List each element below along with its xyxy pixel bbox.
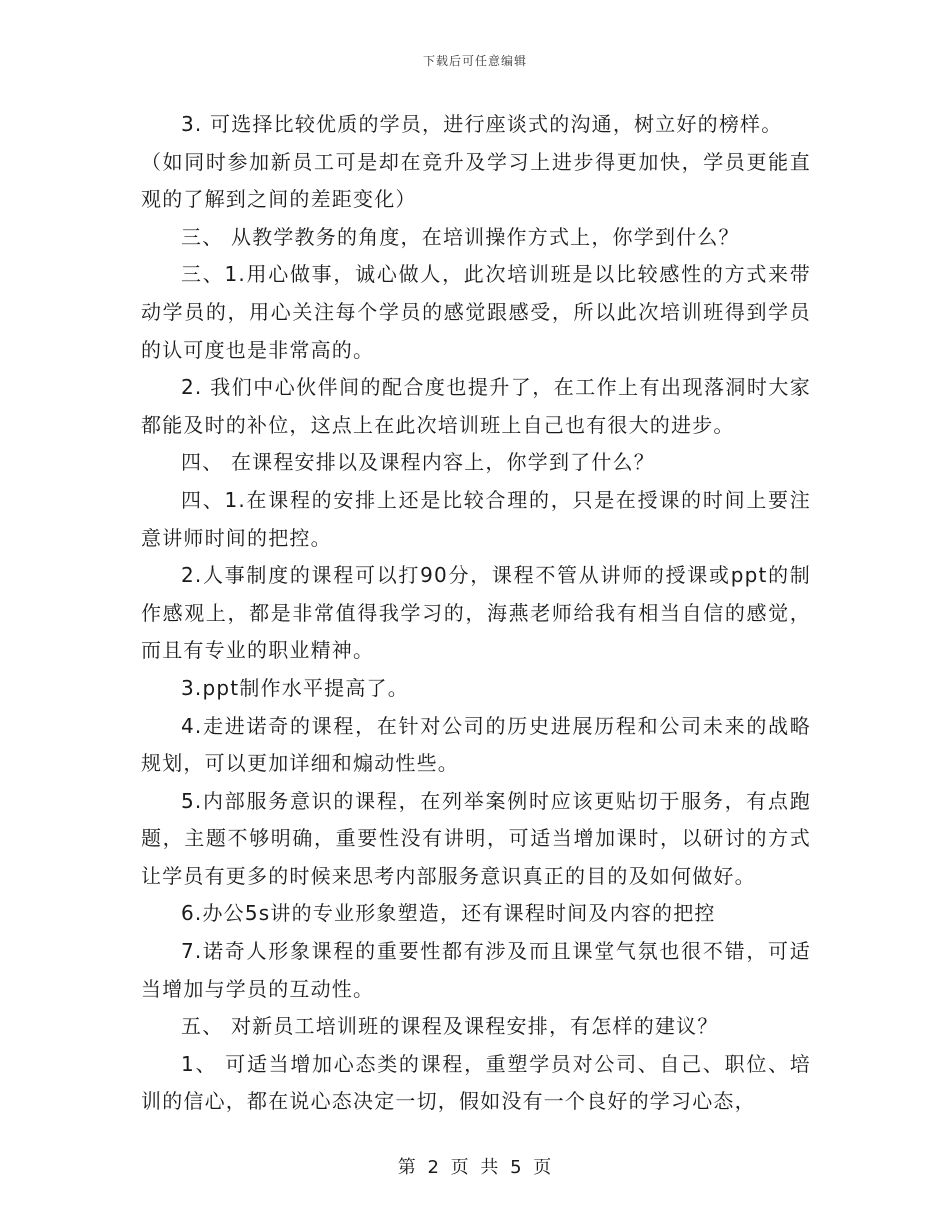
paragraph: 2. 我们中心伙伴间的配合度也提升了，在工作上有出现落洞时大家都能及时的补位，这点上在此次培训班上自己也有很大的进步。 — [141, 375, 811, 437]
paragraph: 3. 可选择比较优质的学员，进行座谈式的沟通，树立好的榜样。 — [181, 112, 783, 136]
paragraph: 2.人事制度的课程可以打90分，课程不管从讲师的授课或ppt的制作感观上，都是非常值得我学习的，海燕老师给我有相当自信的感觉，而且有专业的职业精神。 — [141, 563, 811, 663]
section-heading: 三、 从教学教务的角度，在培训操作方式上，你学到什么？ — [181, 224, 740, 249]
document-body — [141, 106, 811, 1121]
page-header: 下载后可任意编辑 — [422, 54, 527, 68]
paragraph: 3.ppt制作水平提高了。 — [181, 675, 409, 700]
paragraph: 7.诺奇人形象课程的重要性都有涉及而且课堂气氛也很不错，可适当增加与学员的互动性。 — [141, 939, 811, 1001]
paragraph: 4.走进诺奇的课程，在针对公司的历史进展历程和公司未来的战略规划，可以更加详细和煽动性些。 — [141, 713, 811, 776]
section-heading: 四、 在课程安排以及课程内容上，你学到了什么？ — [181, 450, 655, 475]
paragraph: 6.办公5s讲的专业形象塑造，还有课程时间及内容的把控 — [181, 901, 716, 926]
paragraph: 四、1.在课程的安排上还是比较合理的，只是在授课的时间上要注意讲师时间的把控。 — [141, 487, 811, 550]
paragraph: 5.内部服务意识的课程，在列举案例时应该更贴切于服务，有点跑题，主题不够明确，重要性没有讲明，可适当增加课时，以研讨的方式让学员有更多的时候来思考内部服务意识真正的目的及如何做好。 — [141, 788, 811, 888]
paragraph: 1、 可适当增加心态类的课程，重塑学员对公司、自己、职位、培训的信心，都在说心态决定一切，假如没有一个良好的学习心态， — [141, 1051, 811, 1114]
page-number: 第 2 页 共 5 页 — [397, 1157, 553, 1178]
paragraph: 三、1.用心做事，诚心做人，此次培训班是以比较感性的方式来带动学员的，用心关注每个学员的感觉跟感受，所以此次培训班得到学员的认可度也是非常高的。 — [141, 262, 811, 362]
paragraph: （如同时参加新员工可是却在竞升及学习上进步得更加快，学员更能直观的了解到之间的差距变化） — [141, 149, 811, 212]
section-heading: 五、 对新员工培训班的课程及课程安排，有怎样的建议？ — [181, 1014, 719, 1039]
